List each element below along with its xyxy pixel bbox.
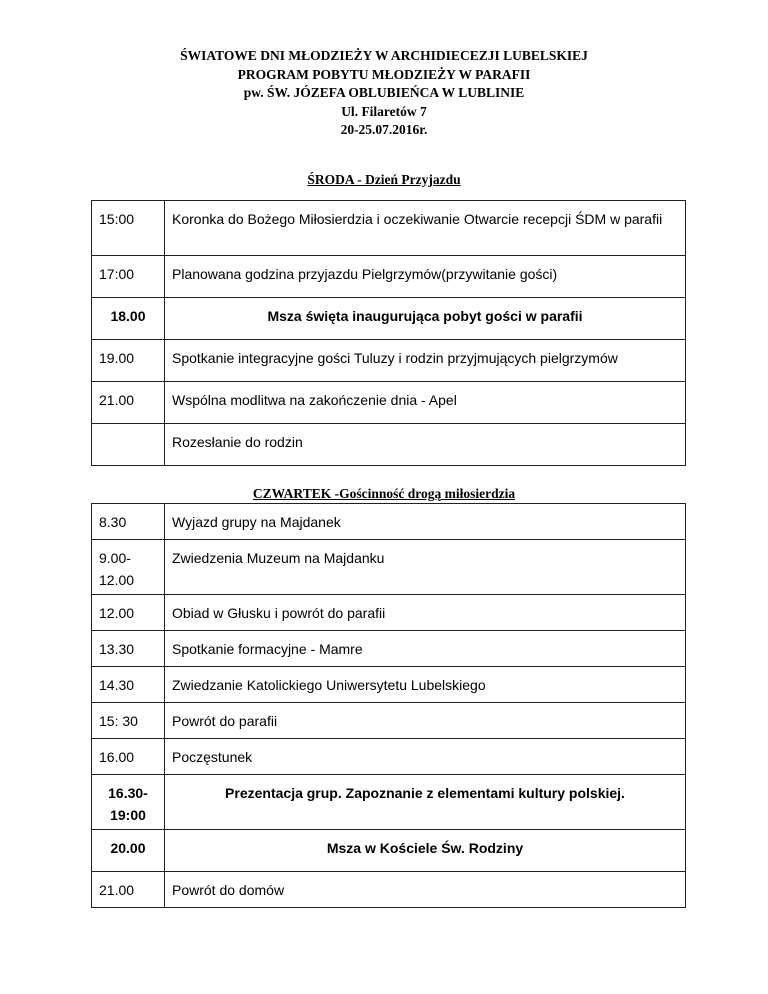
row-description: Wspólna modlitwa na zakończenie dnia - Apel bbox=[165, 382, 686, 424]
row-description: Powrót do domów bbox=[165, 872, 686, 908]
table-row bbox=[92, 504, 686, 540]
table-row bbox=[92, 201, 686, 256]
row-time: 21.00 bbox=[92, 382, 165, 424]
table-row bbox=[92, 340, 686, 382]
row-time: 14.30 bbox=[92, 667, 165, 703]
section-title-wednesday: ŚRODA - Dzień Przyjazdu bbox=[307, 172, 461, 187]
table-row bbox=[92, 631, 686, 667]
row-description: Koronka do Bożego Miłosierdzia i oczekiwanie Otwarcie recepcji ŚDM w parafii bbox=[165, 201, 686, 256]
section-title-thursday: CZWARTEK -Gościnność drogą miłosierdzia bbox=[252, 486, 516, 501]
row-time: 15: 30 bbox=[92, 703, 165, 739]
table-row bbox=[92, 595, 686, 631]
row-time bbox=[92, 424, 165, 466]
row-description: Msza w Kościele Św. Rodziny bbox=[165, 830, 686, 872]
row-description: Rozesłanie do rodzin bbox=[165, 424, 686, 466]
header-dates: 20-25.07.2016r. bbox=[340, 122, 428, 137]
row-time: 17:00 bbox=[92, 256, 165, 298]
row-time: 12.00 bbox=[92, 595, 165, 631]
row-description: Zwiedzanie Katolickiego Uniwersytetu Lubelskiego bbox=[165, 667, 686, 703]
row-time: 15:00 bbox=[92, 201, 165, 256]
row-time: 20.00 bbox=[92, 830, 165, 872]
row-description: Spotkanie formacyjne - Mamre bbox=[165, 631, 686, 667]
row-time: 16.00 bbox=[92, 739, 165, 775]
row-description: Prezentacja grup. Zapoznanie z elementami kultury polskiej. bbox=[165, 775, 686, 830]
row-description: Zwiedzenia Muzeum na Majdanku bbox=[165, 540, 686, 595]
table-row bbox=[92, 739, 686, 775]
table-row bbox=[92, 382, 686, 424]
row-description: Wyjazd grupy na Majdanek bbox=[165, 504, 686, 540]
row-description: Planowana godzina przyjazdu Pielgrzymów(przywitanie gości) bbox=[165, 256, 686, 298]
header-program: PROGRAM POBYTU MŁODZIEŻY W PARAFII bbox=[237, 66, 531, 82]
row-time: 18.00 bbox=[92, 298, 165, 340]
row-description: Spotkanie integracyjne gości Tuluzy i rodzin przyjmujących pielgrzymów bbox=[165, 340, 686, 382]
row-time: 8.30 bbox=[92, 504, 165, 540]
table-row bbox=[92, 775, 686, 830]
header-title: ŚWIATOWE DNI MŁODZIEŻY W ARCHIDIECEZJI LUBELSKIEJ bbox=[180, 48, 588, 63]
row-description: Powrót do parafii bbox=[165, 703, 686, 739]
row-time: 13.30 bbox=[92, 631, 165, 667]
row-time: 19.00 bbox=[92, 340, 165, 382]
table-row bbox=[92, 872, 686, 908]
row-description: Msza święta inaugurująca pobyt gości w parafii bbox=[165, 298, 686, 340]
row-description: Obiad w Głusku i powrót do parafii bbox=[165, 595, 686, 631]
row-description: Poczęstunek bbox=[165, 739, 686, 775]
header-address: Ul. Filaretów 7 bbox=[341, 103, 427, 119]
table-row bbox=[92, 298, 686, 340]
row-time: 9.00-12.00 bbox=[92, 540, 165, 595]
table-row bbox=[92, 540, 686, 595]
table-row bbox=[92, 703, 686, 739]
table-row bbox=[92, 256, 686, 298]
header-parish: pw. ŚW. JÓZEFA OBLUBIEŃCA W LUBLINIE bbox=[243, 85, 525, 100]
table-row bbox=[92, 424, 686, 466]
document-header bbox=[0, 47, 768, 140]
table-row bbox=[92, 667, 686, 703]
table-row bbox=[92, 830, 686, 872]
schedule-table-wednesday bbox=[91, 200, 686, 466]
row-time: 16.30-19:00 bbox=[92, 775, 165, 830]
row-time: 21.00 bbox=[92, 872, 165, 908]
schedule-table-thursday bbox=[91, 503, 686, 908]
